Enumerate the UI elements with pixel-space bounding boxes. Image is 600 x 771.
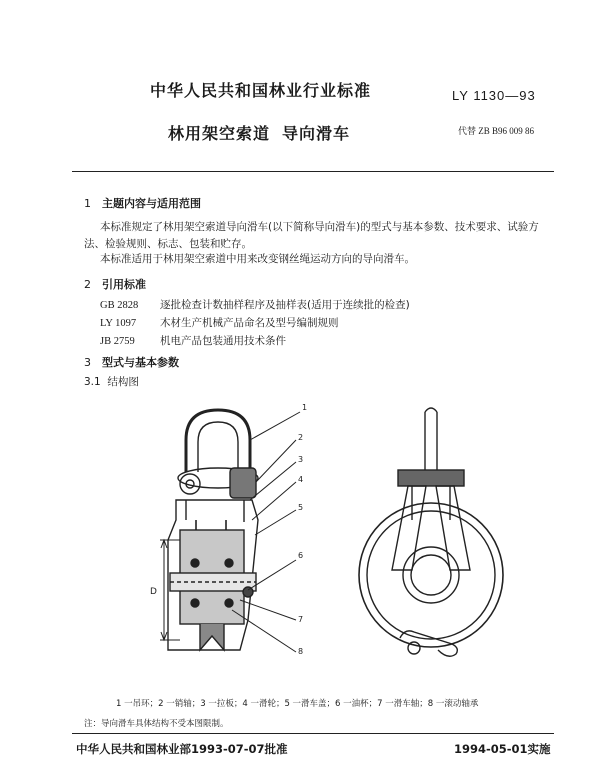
section-1-para-2: 本标准适用于林用架空索道中用来改变钢丝绳运动方向的导向滑车。 <box>100 253 415 265</box>
section-3-number: 3 <box>84 356 91 369</box>
part-label: 4 <box>298 475 304 484</box>
approval-date: 中华人民共和国林业部1993-07-07批准 <box>76 742 288 756</box>
section-2-number: 2 <box>84 278 91 291</box>
figure-note: 注：导向滑车具体结构不受本图限制。 <box>84 719 229 729</box>
part-label: 6 <box>298 551 304 560</box>
issuing-org-header: 中华人民共和国林业行业标准 <box>150 81 372 100</box>
subsection-number: 3.1 <box>84 376 101 388</box>
title-sub: 导向滑车 <box>282 124 351 143</box>
section-1-para-1b: 法、检验规则、标志、包装和贮存。 <box>84 238 252 250</box>
part-label: 2 <box>298 433 304 442</box>
section-3-title: 型式与基本参数 <box>102 356 179 369</box>
sheave-section-drawing <box>170 520 256 650</box>
part-label: 3 <box>298 455 304 464</box>
reference-text: 机电产品包装通用技术条件 <box>160 335 286 347</box>
reference-text: 木材生产机械产品命名及型号编制规则 <box>160 317 339 329</box>
reference-code: GB 2828 <box>100 300 139 311</box>
section-1-number: 1 <box>84 197 91 210</box>
section-1-para-1a: 本标准规定了林用架空索道导向滑车(以下简称导向滑车)的型式与基本参数、技术要求、试验方 <box>100 221 539 233</box>
part-label: 5 <box>298 503 304 512</box>
footer-divider <box>72 733 554 734</box>
section-1-title: 主题内容与适用范围 <box>102 197 201 210</box>
reference-code: JB 2759 <box>100 336 135 347</box>
subsection-title: 结构图 <box>107 376 139 388</box>
effective-date: 1994-05-01实施 <box>454 742 551 756</box>
part-label: 7 <box>298 615 304 624</box>
front-view-drawing <box>359 408 503 656</box>
figure-legend: 1 一吊环；2 一销轴；3 一拉板；4 一滑轮；5 一滑车盖；6 一油杯；7 一滑车轴；8 一滚动轴承 <box>116 699 479 709</box>
part-label: 8 <box>298 647 304 656</box>
title-main: 林用架空索道 <box>168 124 271 143</box>
reference-text: 逐批检查计数抽样程序及抽样表(适用于连续批的检查) <box>160 299 410 311</box>
part-label: 1 <box>302 403 308 412</box>
replaces-note: 代替 ZB B96 009 86 <box>458 126 535 136</box>
standard-code: LY 1130—93 <box>452 88 536 103</box>
shackle-drawing <box>178 410 258 498</box>
reference-code: LY 1097 <box>100 318 137 329</box>
section-2-title: 引用标准 <box>102 278 146 291</box>
dimension-label: D <box>150 587 157 597</box>
